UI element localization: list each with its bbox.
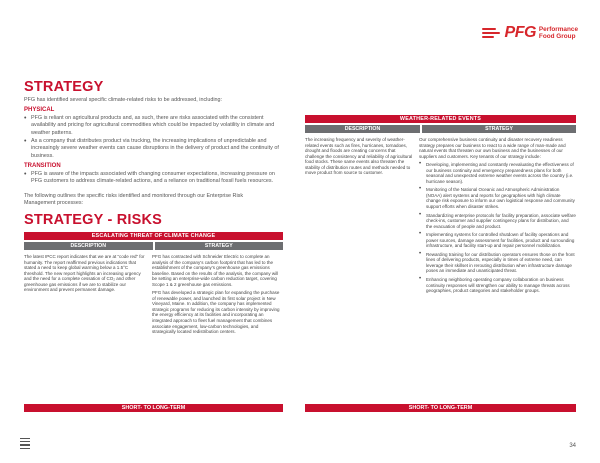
menu-icon[interactable] [20, 438, 30, 449]
climate-col-description: DESCRIPTION [24, 242, 153, 250]
weather-col-description: DESCRIPTION [305, 125, 420, 133]
climate-table-footer: SHORT- TO LONG-TERM [24, 404, 283, 412]
weather-description: The increasing frequency and severity of weather-related events such as fires, hurricanes, tornadoes, drought and floods are creating concerns that challenge the consistency and reliability of agricultural food stocks. These same events also threaten the stability of distribution routes and methods needed to move product from source to customer. [305, 137, 413, 176]
transition-heading: TRANSITION [24, 163, 61, 169]
logo-speed-lines-icon [482, 28, 502, 38]
climate-description: The latest IPCC report indicates that we are at “code red” for humanity. The report reaffirmed previous indications that stated a need to keep global warming below a 1.5°C threshold. The new report highlights an increasing urgency and the need for a complete cessation of CO₂ and other greenhouse gas emissions if we are to stabilize our environment and prevent permanent damage. [24, 254, 145, 293]
page-number: 34 [569, 443, 576, 449]
weather-strategy-bullet-1: • Developing, implementing and constantly reevaluating the effectiveness of our business continuity and emergency preparedness plans for both seasonal and unexpected extreme weather events across the country (i.e. hurricane season). [419, 162, 576, 184]
logo-line2: Food Group [538, 33, 576, 40]
weather-strategy-bullet-4: • Implementing systems for controlled shutdown of facility operations and power sources, damage assessment for facilities, product and surrounding infrastructure, and facility start-up and repair personnel mobilization. [419, 232, 576, 249]
strategy-title: STRATEGY [24, 79, 104, 95]
weather-strategy-bullet-6: • Enhancing neighboring operating company collaboration on business continuity responses will strengthen our ability to manage threats across geographies, product categories and stakeholder groups. [419, 277, 576, 294]
weather-strategy-intro: Our comprehensive business continuity and disaster recovery readiness strategy prepares our business to react to a wide range of man-made and natural events that threaten our own business and the businesses of our suppliers and customers. Key tenants of our strategy include: [419, 137, 566, 159]
climate-col-strategy: STRATEGY [155, 242, 284, 250]
logo-line1: Performance [538, 26, 578, 33]
physical-bullet-1: • PFG is reliant on agricultural products and, as such, there are risks associated with the consistent availability and pricing for agricultural commodities which could be impacted by volatility in climate and weather patterns. [24, 115, 280, 137]
transition-bullet-1: • PFG is aware of the impacts associated with changing consumer expectations, increasing pressure on PFG customers to address climate-related actions, and a reliance on traditional fossil fuels resources. [24, 171, 280, 186]
climate-table-title: ESCALATING THREAT OF CLIMATE CHANGE [24, 232, 283, 240]
strategy-intro: PFG has identified several specific climate-related risks to be addressed, including: [24, 97, 223, 103]
risks-title: STRATEGY - RISKS [24, 212, 163, 228]
weather-table-title: WEATHER-RELATED EVENTS [305, 115, 576, 123]
weather-strategy-bullet-3: • Standardizing enterprise protocols for facility preparation, associate welfare check-ins, customer and supplier contingency plans for distribution, and the evacuation of people and product. [419, 213, 576, 230]
weather-table-footer: SHORT- TO LONG-TERM [305, 404, 576, 412]
weather-strategy-bullet-2: • Monitoring of the National Oceanic and Atmospheric Administration (NOAA) alert systems and reports for geographies with high climate change risk exposure to inform our own logistical response and community support efforts when disaster strikes. [419, 187, 576, 209]
climate-strategy-p2: PFG has developed a strategic plan for expanding the purchase of renewable power, and launched its first solar project in New Vineyard, Maine. In addition, the company has implemented strategic programs for reducing its carbon intensity by improving the energy efficiency at its facilities and incorporating an integrated approach to fleet fuel management that combines associate engagement, low-carbon technologies, and strategically located redistribution centers. [152, 290, 280, 335]
physical-heading: PHYSICAL [24, 107, 55, 113]
weather-strategy-bullet-5: • Rewarding training for our distribution operators ensures those on the front lines of delivering products, especially in times of extreme need, can leverage their skillset in rerouting distribution when infrastructure damage poses an immediate and unanticipated threat. [419, 252, 576, 274]
pfg-logo[interactable] [482, 24, 578, 42]
weather-col-strategy: STRATEGY [422, 125, 576, 133]
climate-change-table [24, 232, 283, 335]
climate-strategy-p1: PFG has contracted with Schneider Electric to complete an analysis of the company’s carbon footprint that has led to the establishment of the company’s greenhouse gas emissions baseline. Based on the results of the analysis, the company will be setting an enterprise-wide carbon reduction target, covering Scope 1 & 2 greenhouse gas emissions. [152, 254, 279, 287]
weather-events-table [305, 115, 576, 294]
logo-wordmark: PFG [504, 24, 536, 41]
strategy-outro: The following outlines the specific risks identified and monitored through our Enterprise Risk Management processes: [24, 193, 244, 207]
physical-bullet-2: • As a company that distributes product via trucking, the increasing implications of unpredictable and increasingly severe weather events can cause disruptions in the delivery of product and the continuity of business. [24, 138, 280, 160]
